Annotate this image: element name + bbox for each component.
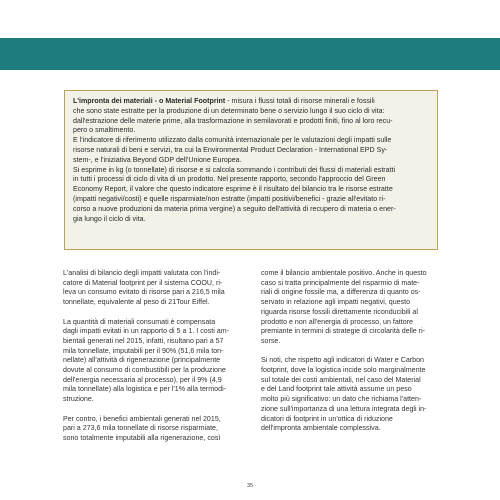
box-line-text: (impatti negativi/costi) e quelle risparmiate/non estratte (impatti positivi/benefici - grazie all'evitato ri-: [73, 194, 386, 203]
text-line: premiante in termini di strategie di circolarità delle ri-: [261, 327, 426, 336]
definition-box: [64, 90, 438, 250]
box-line: [73, 185, 429, 195]
box-line-text: - misura i flussi totali di risorse minerali e fossili: [225, 97, 375, 105]
text-line: servato in relazione agli impatti negativi, questo: [261, 298, 411, 307]
box-line: [73, 215, 429, 225]
text-line: dagli impatti evitati in un rapporto di 5 a 1. I costi am-: [63, 327, 229, 336]
text-line: dell'impronta ambientale complessiva.: [261, 424, 381, 433]
text-line: come il bilancio ambientale positivo. Anche in questo: [261, 269, 427, 277]
left-column: [63, 269, 245, 453]
box-term-title: L'impronta dei materiali - o Material Footprint: [73, 97, 226, 105]
text-line: riguarda risorse fossili direttamente riconducibili al: [261, 307, 418, 316]
paragraph: [261, 269, 444, 347]
text-line: Si noti, che rispetto agli indicatori di Water e Carbon: [261, 356, 424, 365]
box-line-text: dall'estrazione delle materie prime, alla trasformazione in semilavorati e prodotti finiti, fino al loro recu-: [73, 116, 393, 125]
text-line: sorse.: [261, 336, 281, 345]
text-line: riali di origine fossile ma, a differenza di quanto os-: [261, 288, 421, 297]
text-line: leva un consumo evitato di risorse pari a 216,5 mila: [63, 288, 225, 297]
text-line: struzione.: [63, 395, 94, 404]
text-line: caso si tratta principalmente del risparmio di mate-: [261, 278, 420, 287]
text-line: pari a 273,6 mila tonnellate di risorse risparmiate,: [63, 424, 218, 433]
text-line: footprint, dove la logistica incide solo marginalmente: [261, 366, 426, 375]
box-line-text: in tutti i processi di ciclo di vita di un prodotto. Nel presente rapporto, secondo l'approccio del Green: [73, 175, 386, 184]
text-line: tonnellate, equivalente al peso di 21Tour Eiffel.: [63, 298, 210, 307]
text-line: bientali generati nel 2015, infatti, risultano pari a 57: [63, 336, 224, 345]
box-line: [73, 136, 429, 146]
text-line: sul totale dei costi ambientali, nel caso del Material: [261, 375, 421, 384]
box-line-text: stem-, e l'iniziativa Beyond GDP dell'Unione Europea.: [73, 155, 242, 164]
text-line: dell'energia necessaria al processo), per il 9% (4,9: [63, 375, 222, 384]
box-line: [73, 146, 429, 156]
right-column: [261, 269, 444, 444]
box-line-text: E l'indicatore di riferimento utilizzato dalla comunità internazionale per le valutazioni degli impatti sulle: [73, 136, 392, 145]
paragraph: [63, 318, 245, 405]
box-line: [73, 156, 429, 166]
box-line-text: risorse naturali di beni e servizi, tra cui la Environmental Product Declaration - International EPD Sy-: [73, 145, 388, 154]
text-line: prodotto e non all'energia di processo, un fattore: [261, 317, 413, 326]
page-number: 35: [246, 483, 254, 489]
text-line: nellate) all'attività di rigenerazione (principalmente: [63, 356, 221, 365]
text-line: Per contro, i benefici ambientali generati nel 2015,: [63, 414, 221, 423]
text-line: e del Land footprint tale attività assume un peso: [261, 385, 412, 394]
text-line: zione sull'importanza di una lettura integrata degli in-: [261, 404, 427, 413]
text-line: dicatori di footprint in un'ottica di riduzione: [261, 414, 393, 423]
box-line: [73, 166, 429, 176]
text-line: dovute al consumo di combustibili per la produzione: [63, 366, 226, 375]
box-line: [73, 107, 429, 117]
text-line: L'analisi di bilancio degli impatti valutata con l'indi-: [63, 269, 221, 277]
text-line: molto più significativo: un dato che richiama l'atten-: [261, 395, 422, 404]
box-line-text: gia lungo il ciclo di vita.: [73, 214, 146, 223]
box-line: [73, 126, 429, 136]
text-line: mila tonnellate) alla logistica e per l'1% alla termodi-: [63, 385, 227, 394]
box-line-text: pero o smaltimento.: [73, 126, 136, 135]
text-line: La quantità di materiali consumati è compensata: [63, 317, 216, 326]
box-line-text: corso a nuove produzioni da materia prima vergine) a seguito dell'attività di recupero di materia o ener-: [73, 204, 396, 213]
paragraph: [63, 415, 245, 444]
header-band: [0, 38, 500, 70]
paragraph: [261, 356, 444, 434]
box-line: [73, 117, 429, 127]
box-line: [73, 195, 429, 205]
box-line-text: Economy Report, il valore che questo indicatore esprime è il risultato del bilancio tra le risorse estratte: [73, 185, 393, 194]
box-line: [73, 205, 429, 215]
box-line-text: che sono state estratte per la produzione di un determinato bene o servizio lungo il suo ciclo di vita:: [73, 106, 385, 115]
text-line: mila tonnellate, imputabili per il 90% (51,6 mila ton-: [63, 346, 224, 355]
box-line: [73, 97, 429, 107]
text-line: catore di Material footprint per il sistema COOU, ri-: [63, 278, 223, 287]
text-line: sono totalmente imputabili alla rigenerazione, così: [63, 433, 221, 442]
paragraph: [63, 269, 245, 308]
box-line-text: Si esprime in kg (o tonnellate) di risorse e si calcola sommando i contributi dei flussi di materiali estratti: [73, 165, 396, 174]
box-line: [73, 175, 429, 185]
